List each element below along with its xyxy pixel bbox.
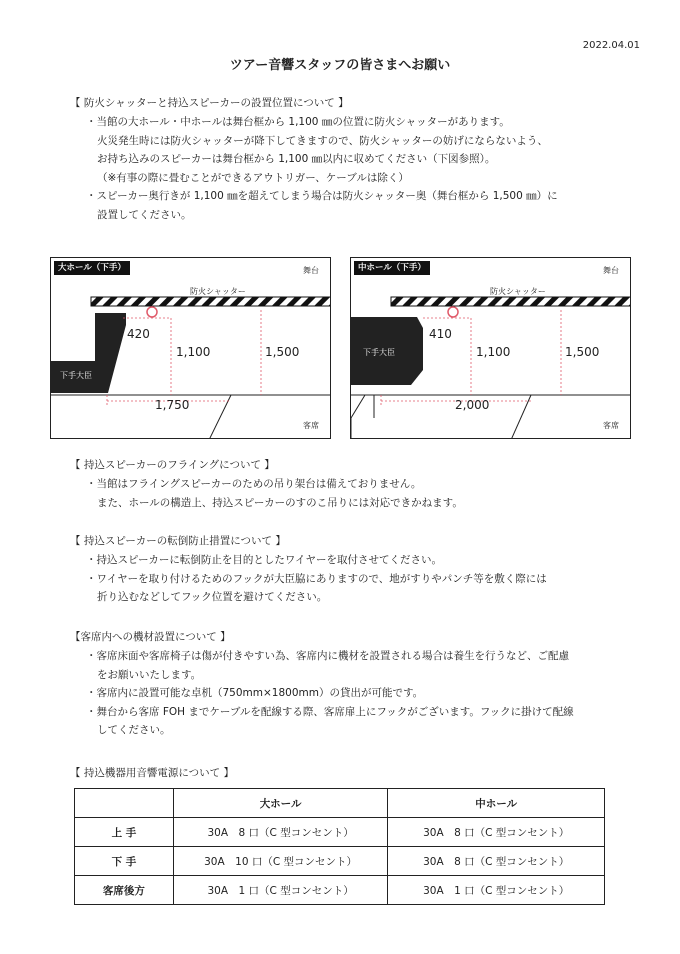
bullet-continuation: 折り込むなどしてフック位置を避けてください。 [97, 591, 328, 603]
section-heading: 【 持込スピーカーのフライングについて 】 [70, 459, 275, 471]
bullet: ・持込スピーカーに転倒防止を目的としたワイヤーを取付させてください。 [86, 554, 443, 566]
stage-label: 舞台 [303, 266, 319, 275]
seats-label: 客席 [303, 421, 319, 430]
table-cell: 30A 8 口（C 型コンセント） [173, 818, 388, 847]
diagram-label: 中ホール（下手） [354, 261, 430, 275]
section-power [70, 764, 630, 783]
bullet: ・客席床面や客席椅子は傷が付きやすい為、客席内に機材を設置される場合は養生を行うなど、ご配慮 [86, 650, 569, 662]
section-heading: 【 持込機器用音響電源について 】 [70, 767, 234, 779]
bullet-continuation: してください。 [97, 724, 171, 736]
section-shutter [70, 94, 630, 224]
table-cell: 30A 8 口（C 型コンセント） [388, 818, 605, 847]
diagram-medium-hall [350, 257, 631, 439]
power-table [74, 788, 605, 905]
table-row [75, 876, 605, 905]
side-wall-label: 下手大臣 [60, 371, 92, 380]
bullet: ・客席内に設置可能な卓机（750mm×1800mm）の貸出が可能です。 [86, 687, 424, 699]
table-cell: 30A 10 口（C 型コンセント） [173, 847, 388, 876]
bullet: ・当館はフライングスピーカーのための吊り架台は備えておりません。 [86, 478, 422, 490]
dimension-shutter-rear: 1,500 [565, 345, 600, 359]
page-title: ツアー音響スタッフの皆さまへお願い [229, 58, 451, 73]
bullet: ・ワイヤーを取り付けるためのフックが大臣脇にありますので、地がすりやパンチ等を敷く際には [86, 572, 547, 585]
bullet: ・舞台から客席 FOH までケーブルを配線する際、客席扉上にフックがございます。フックに掛けて配線 [86, 705, 574, 718]
table-row-label: 上 手 [75, 818, 174, 847]
dimension-offset: 420 [127, 327, 150, 341]
section-heading: 【客席内への機材設置について 】 [70, 631, 231, 643]
bullet-continuation: 火災発生時には防火シャッターが降下してきますので、防火シャッターの妨げにならないよう、 [97, 134, 548, 147]
stage-label: 舞台 [603, 266, 619, 275]
shutter-label: 防火シャッター [490, 287, 546, 296]
diagram-label: 大ホール（下手） [54, 261, 130, 275]
table-header-row [75, 789, 605, 818]
table-row [75, 818, 605, 847]
table-cell: 30A 1 口（C 型コンセント） [388, 876, 605, 905]
table-row-label: 下 手 [75, 847, 174, 876]
bullet-continuation: をお願いいたします。 [97, 668, 202, 681]
table-header-cell: 大ホール [173, 789, 388, 818]
bullet-continuation: 設置してください。 [97, 208, 192, 221]
bullet-continuation: （※有事の際に畳むことができるアウトリガー、ケーブルは除く） [97, 171, 409, 184]
document-date: 2022.04.01 [582, 40, 640, 51]
section-tipping [70, 532, 630, 607]
section-heading: 【 持込スピーカーの転倒防止措置について 】 [70, 535, 286, 547]
table-cell: 30A 1 口（C 型コンセント） [173, 876, 388, 905]
dimension-shutter-front: 1,100 [476, 345, 511, 359]
section-heading: 【 防火シャッターと持込スピーカーの設置位置について 】 [70, 97, 349, 109]
shutter-label: 防火シャッター [190, 287, 246, 296]
dimension-offset: 410 [429, 327, 452, 341]
dimension-shutter-front: 1,100 [176, 345, 211, 359]
seats-label: 客席 [603, 421, 619, 430]
table-header-cell: 中ホール [388, 789, 605, 818]
table-row [75, 847, 605, 876]
bullet-continuation: また、ホールの構造上、持込スピーカーのすのこ吊りには対応できかねます。 [97, 496, 463, 509]
bullet: ・当館の大ホール・中ホールは舞台框から 1,100 ㎜の位置に防火シャッターがあります。 [86, 116, 510, 128]
table-row-label: 客席後方 [75, 876, 174, 905]
side-wall-label: 下手大臣 [363, 348, 395, 357]
diagram-large-hall [50, 257, 331, 439]
table-cell: 30A 8 口（C 型コンセント） [388, 847, 605, 876]
dimension-shutter-rear: 1,500 [265, 345, 300, 359]
table-header-cell [75, 789, 174, 818]
dimension-width: 2,000 [455, 398, 490, 412]
dimension-width: 1,750 [155, 398, 190, 412]
bullet-continuation: お持ち込みのスピーカーは舞台框から 1,100 ㎜以内に収めてください（下図参照）。 [97, 153, 496, 165]
section-flying [70, 456, 630, 512]
section-audience [70, 628, 630, 740]
bullet: ・スピーカー奥行きが 1,100 ㎜を超えてしまう場合は防火シャッター奥（舞台框から 1,500 ㎜）に [86, 190, 558, 202]
